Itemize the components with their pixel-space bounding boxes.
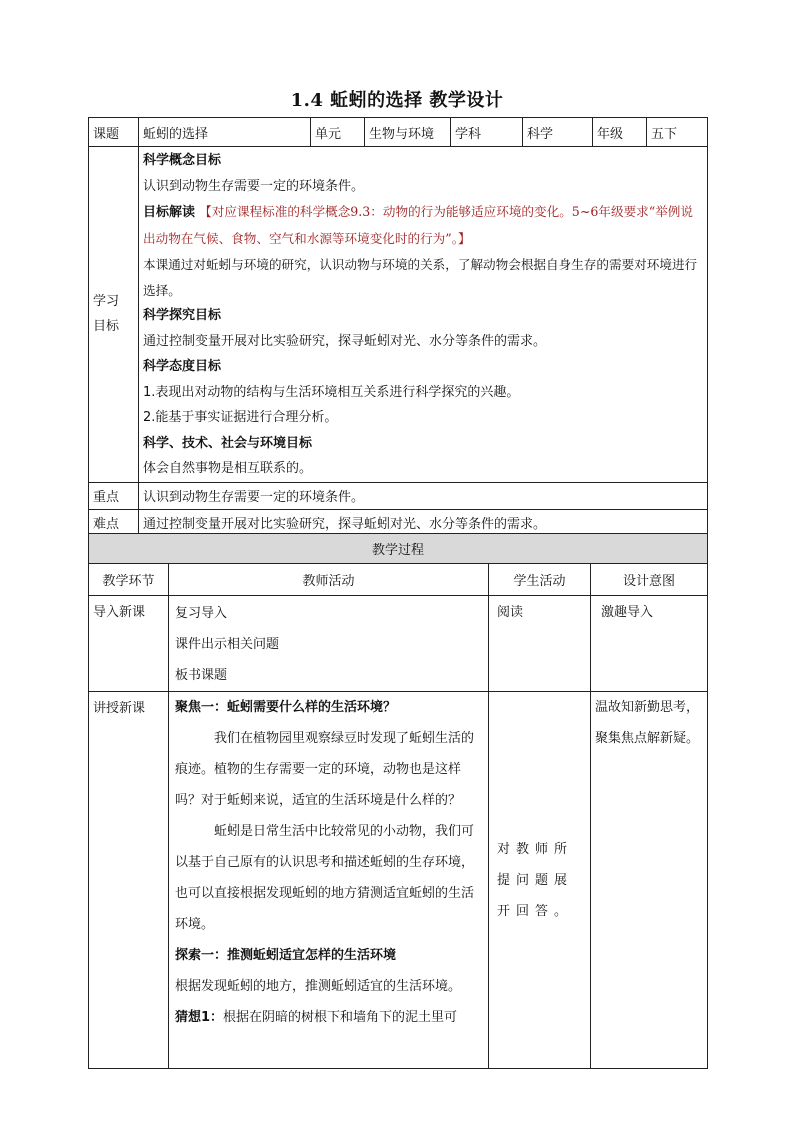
header-intent: 设计意图 [591,564,708,596]
goals-label-line2: 目标 [93,319,120,335]
header-student: 学生活动 [489,564,591,596]
intro-intent: 激趣导入 [591,596,708,692]
lesson-student [489,692,591,1069]
teaching-process-table [88,533,708,1069]
subject-value: 科学 [523,118,593,147]
key-label: 重点 [89,482,139,509]
lesson-intent-text: 温故知新勤思考，聚集焦点解新疑。 [595,700,700,746]
document-title: 1.4 蚯蚓的选择 教学设计 [290,90,504,111]
sts-heading: 科学、技术、社会与环境目标 [143,435,313,451]
subject-label: 学科 [451,118,523,147]
intro-teacher-line-3: 板书课题 [175,668,228,683]
guess-line [175,1002,484,1033]
intro-teacher-line-2: 课件出示相关问题 [175,637,280,652]
intro-teacher [169,596,489,692]
explore-text: 根据发现蚯蚓的地方，推测蚯蚓适宜的生活环境。 [175,979,462,994]
goals-label-line1: 学习 [93,294,120,310]
inquiry-text: 通过控制变量开展对比实验研究，探寻蚯蚓对光、水分等条件的需求。 [143,333,547,349]
lesson-student-text: 对教师所提问题展开回答。 [497,841,574,919]
topic-label: 课题 [89,118,139,147]
process-section-title: 教学过程 [89,534,708,564]
sts-text: 体会自然事物是相互联系的。 [143,461,313,476]
concept-heading: 科学概念目标 [143,153,222,168]
unit-value: 生物与环境 [365,118,451,147]
grade-label: 年级 [593,118,647,147]
difficulty-text: 通过控制变量开展对比实验研究，探寻蚯蚓对光、水分等条件的需求。 [139,509,708,536]
key-text: 认识到动物生存需要一定的环境条件。 [139,482,708,509]
interp-block [143,199,703,252]
focus-heading: 聚焦一：蚯蚓需要什么样的生活环境？ [175,700,397,715]
goals-content [139,147,708,483]
attitude-item-1: 1.表现出对动物的结构与生活环境相互关系进行科学探究的兴趣。 [143,384,520,400]
guess-label: 猜想1： [175,1010,224,1025]
guess-text: 根据在阴暗的树根下和墙角下的泥土里可 [223,1010,458,1025]
lesson-teacher [169,692,489,1069]
focus-paragraph-1: 我们在植物园里观察绿豆时发现了蚯蚓生活的痕迹。植物的生存需要一定的环境，动物也是这样吗？对于蚯蚓来说，适宜的生活环境是什么样的？ [175,731,475,808]
explore-heading: 探索一：推测蚯蚓适宜怎样的生活环境 [175,948,397,963]
intro-teacher-line-1: 复习导入 [175,606,228,621]
attitude-item-2: 2.能基于事实证据进行合理分析。 [143,410,338,425]
unit-label: 单元 [311,118,365,147]
header-teacher: 教师活动 [169,564,489,596]
concept-text: 认识到动物生存需要一定的环境条件。 [143,178,365,194]
lesson-intent [591,692,708,1069]
interp-heading: 目标解读 [143,205,196,220]
focus-paragraph-2: 蚯蚓是日常生活中比较常见的小动物，我们可以基于自己原有的认识思考和描述蚯蚓的生存环境，也可以直接根据发现蚯蚓的地方猜测适宜蚯蚓的生活环境。 [175,824,475,932]
interp-standard: 【对应课程标准的科学概念9.3：动物的行为能够适应环境的变化。5~6年级要求“举例说出动物在气候、食物、空气和水源等环境变化时的行为”。】 [143,204,693,246]
lesson-stage: 讲授新课 [89,692,169,1069]
intro-stage: 导入新课 [89,596,169,692]
intro-student: 阅读 [489,596,591,692]
inquiry-heading: 科学探究目标 [143,308,222,323]
grade-value: 五下 [647,118,708,147]
lesson-info-table [88,117,708,537]
difficulty-label: 难点 [89,509,139,536]
interp-text: 本课通过对蚯蚓与环境的研究，认识动物与环境的关系，了解动物会根据自身生存的需要对环境进行选择。 [143,257,698,298]
goals-label [89,147,139,483]
topic-value: 蚯蚓的选择 [139,118,311,147]
attitude-heading: 科学态度目标 [143,359,222,374]
header-stage: 教学环节 [89,564,169,596]
